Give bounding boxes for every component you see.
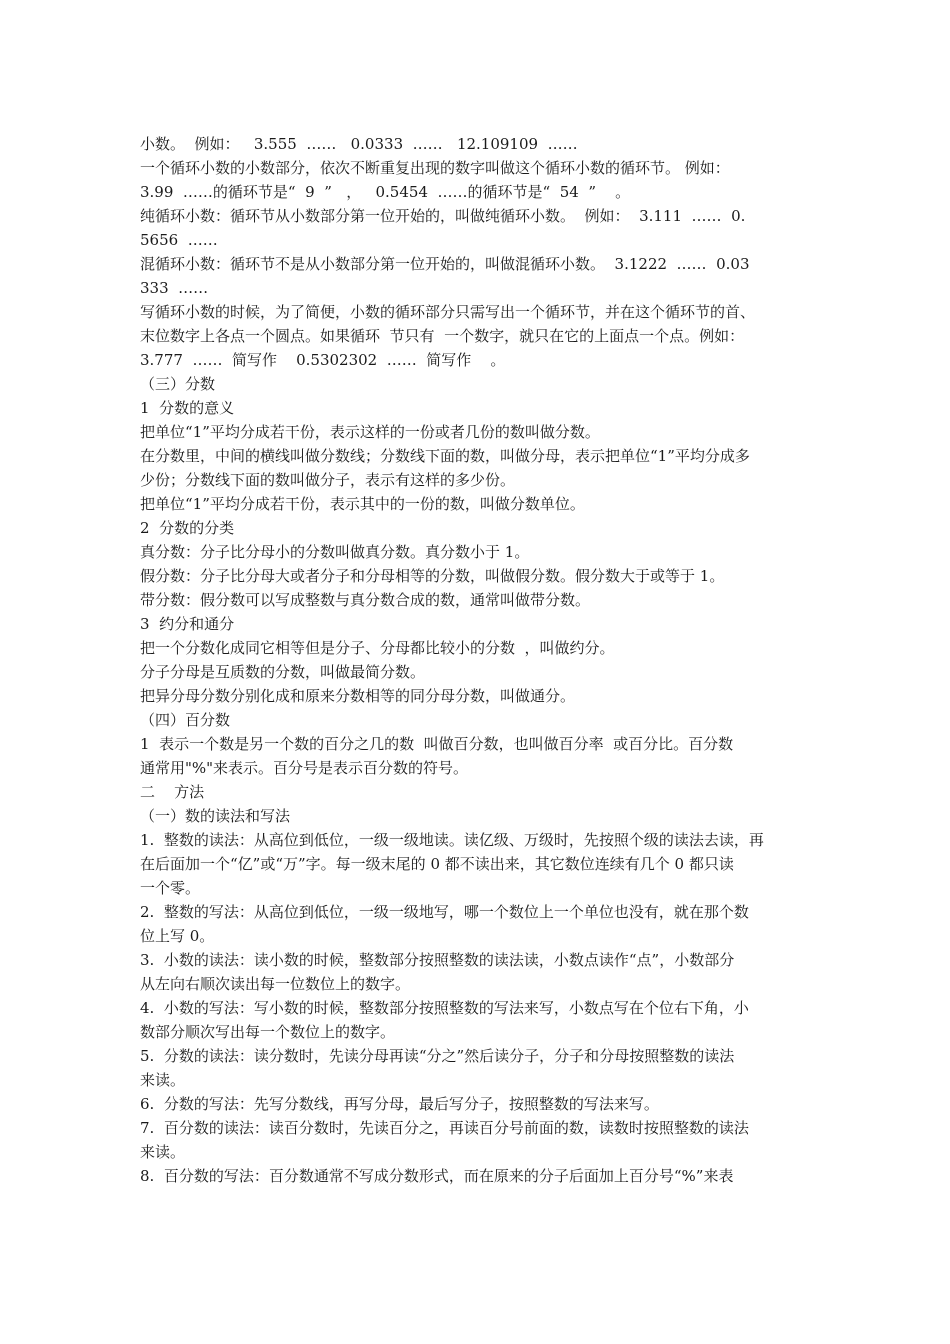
text-line: （一）数的读法和写法 — [140, 807, 291, 825]
text-line: 小数。 例如： 3.555 …… 0.0333 …… 12.109109 …… — [140, 135, 578, 153]
text-line: 7. 百分数的读法：读百分数时，先读百分之，再读百分号前面的数，读数时按照整数的读法 — [140, 1119, 749, 1137]
text-line: 2. 整数的写法：从高位到低位，一级一级地写，哪一个数位上一个单位也没有，就在那个数 — [140, 903, 749, 921]
text-line: 1 表示一个数是另一个数的百分之几的数 叫做百分数，也叫做百分率 或百分比。百分数 — [140, 735, 734, 753]
text-line: 5. 分数的读法：读分数时，先读分母再读“分之”然后读分子，分子和分母按照整数的读法 — [140, 1047, 735, 1065]
text-line: 4. 小数的写法：写小数的时候，整数部分按照整数的写法来写，小数点写在个位右下角，小 — [140, 999, 749, 1017]
text-line: 来读。 — [140, 1071, 186, 1089]
text-line: 6. 分数的写法：先写分数线，再写分母，最后写分子，按照整数的写法来写。 — [140, 1095, 659, 1113]
text-line: 3.99 ……的循环节是“ 9 ” ， 0.5454 ……的循环节是“ 54 ” 。 — [140, 183, 631, 201]
text-line: 数部分顺次写出每一个数位上的数字。 — [140, 1023, 396, 1041]
text-line: 纯循环小数：循环节从小数部分第一位开始的，叫做纯循环小数。 例如： 3.111 …… 0. — [140, 207, 746, 225]
text-line: （三）分数 — [140, 375, 216, 393]
text-line: 333 …… — [140, 279, 209, 297]
text-line: 在后面加一个“亿”或“万”字。每一级末尾的 0 都不读出来，其它数位连续有几个 0 都只读 — [140, 855, 734, 873]
text-line: 在分数里，中间的横线叫做分数线；分数线下面的数，叫做分母，表示把单位“1”平均分成多 — [140, 447, 750, 465]
text-line: 通常用"%"来表示。百分号是表示百分数的符号。 — [140, 759, 469, 777]
text-line: 3.777 …… 简写作 0.5302302 …… 简写作 。 — [140, 351, 506, 369]
text-line: 来读。 — [140, 1143, 186, 1161]
text-line: 把单位“1”平均分成若干份，表示这样的一份或者几份的数叫做分数。 — [140, 423, 600, 441]
text-line: 3. 小数的读法：读小数的时候，整数部分按照整数的读法读，小数点读作“点”，小数部分 — [140, 951, 735, 969]
text-line: 8. 百分数的写法：百分数通常不写成分数形式，而在原来的分子后面加上百分号“%”来表 — [140, 1167, 734, 1185]
text-line: 一个循环小数的小数部分，依次不断重复出现的数字叫做这个循环小数的循环节。 例如： — [140, 159, 730, 177]
text-line: 1. 整数的读法：从高位到低位，一级一级地读。读亿级、万级时，先按照个级的读法去读，再 — [140, 831, 764, 849]
text-line: 一个零。 — [140, 879, 201, 897]
text-line: 2 分数的分类 — [140, 519, 235, 537]
text-line: 把一个分数化成同它相等但是分子、分母都比较小的分数 ，叫做约分。 — [140, 639, 615, 657]
text-line: 从左向右顺次读出每一位数位上的数字。 — [140, 975, 411, 993]
text-line: 3 约分和通分 — [140, 615, 235, 633]
text-line: 分子分母是互质数的分数，叫做最简分数。 — [140, 663, 426, 681]
text-line: 少份；分数线下面的数叫做分子，表示有这样的多少份。 — [140, 471, 516, 489]
text-line: 二 方法 — [140, 783, 205, 801]
text-line: 把单位“1”平均分成若干份，表示其中的一份的数，叫做分数单位。 — [140, 495, 585, 513]
text-line: 位上写 0。 — [140, 927, 215, 945]
text-line: （四）百分数 — [140, 711, 231, 729]
text-line: 真分数：分子比分母小的分数叫做真分数。真分数小于 1。 — [140, 543, 530, 561]
text-line: 1 分数的意义 — [140, 399, 235, 417]
text-line: 把异分母分数分别化成和原来分数相等的同分母分数，叫做通分。 — [140, 687, 576, 705]
text-line: 假分数：分子比分母大或者分子和分母相等的分数，叫做假分数。假分数大于或等于 1。 — [140, 567, 725, 585]
text-line: 写循环小数的时候，为了简便，小数的循环部分只需写出一个循环节，并在这个循环节的首、 — [140, 303, 756, 321]
text-line: 5656 …… — [140, 231, 218, 249]
text-line: 带分数：假分数可以写成整数与真分数合成的数，通常叫做带分数。 — [140, 591, 591, 609]
text-line: 混循环小数：循环节不是从小数部分第一位开始的，叫做混循环小数。 3.1222 …… 0.03 — [140, 255, 750, 273]
text-line: 末位数字上各点一个圆点。如果循环 节只有 一个数字，就只在它的上面点一个点。例如： — [140, 327, 745, 345]
